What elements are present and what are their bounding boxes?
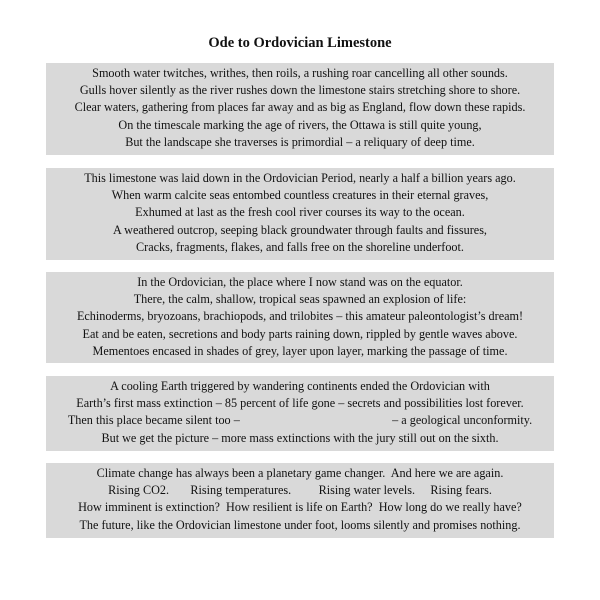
stanza-3 (46, 272, 554, 363)
stanza-4 (46, 376, 554, 451)
stanza-line: Exhumed at last as the fresh cool river courses its way to the ocean. (135, 205, 465, 220)
stanza-line: On the timescale marking the age of rivers, the Ottawa is still quite young, (118, 117, 482, 132)
stanza-line: A weathered outcrop, seeping black groundwater through faults and fissures, (113, 222, 487, 237)
poem-title: Ode to Ordovician Limestone (208, 35, 392, 51)
stanza-line: Earth’s first mass extinction – 85 percent of life gone – secrets and possibilities lost forever. (76, 396, 524, 411)
stanza-line: A cooling Earth triggered by wandering continents ended the Ordovician with (110, 379, 490, 393)
stanza-line: Then this place became silent too – – a geological unconformity. (67, 413, 533, 428)
stanza-line: In the Ordovician, the place where I now stand was on the equator. (137, 275, 463, 289)
stanza-2 (46, 168, 554, 260)
stanza-line: Mementoes encased in shades of grey, layer upon layer, marking the passage of time. (92, 343, 508, 358)
stanza-line: This limestone was laid down in the Ordovician Period, nearly a half a billion years ago. (84, 171, 516, 185)
stanza-line: Gulls hover silently as the river rushes down the limestone stairs stretching shore to shore. (79, 83, 521, 98)
stanza-line: Eat and be eaten, secretions and body parts raining down, rippled by gentle waves above. (82, 326, 518, 341)
stanza-line: Cracks, fragments, flakes, and falls free on the shoreline underfoot. (136, 239, 464, 254)
stanza-1 (46, 63, 554, 155)
stanza-line: Smooth water twitches, writhes, then roils, a rushing roar cancelling all other sounds. (92, 66, 508, 80)
stanza-line: But we get the picture – more mass extinctions with the jury still out on the sixth. (101, 430, 499, 445)
stanza-line: Clear waters, gathering from places far away and as big as England, flow down these rapids. (74, 100, 526, 115)
stanza-line: How imminent is extinction? How resilient is life on Earth? How long do we really have? (78, 500, 522, 515)
stanza-5 (46, 463, 554, 538)
stanza-line: When warm calcite seas entombed countless creatures in their eternal graves, (111, 188, 489, 203)
stanza-line: But the landscape she traverses is primordial – a reliquary of deep time. (125, 134, 475, 149)
stanza-line: Rising CO2. Rising temperatures. Rising water levels. Rising fears. (108, 483, 492, 498)
stanza-line: The future, like the Ordovician limestone under foot, looms silently and promises nothing. (79, 517, 521, 532)
stanza-line: There, the calm, shallow, tropical seas spawned an explosion of life: (133, 292, 467, 307)
stanza-line: Echinoderms, bryozoans, brachiopods, and trilobites – this amateur paleontologist’s dream! (76, 309, 524, 324)
stanza-line: Climate change has always been a planetary game changer. And here we are again. (96, 466, 504, 480)
